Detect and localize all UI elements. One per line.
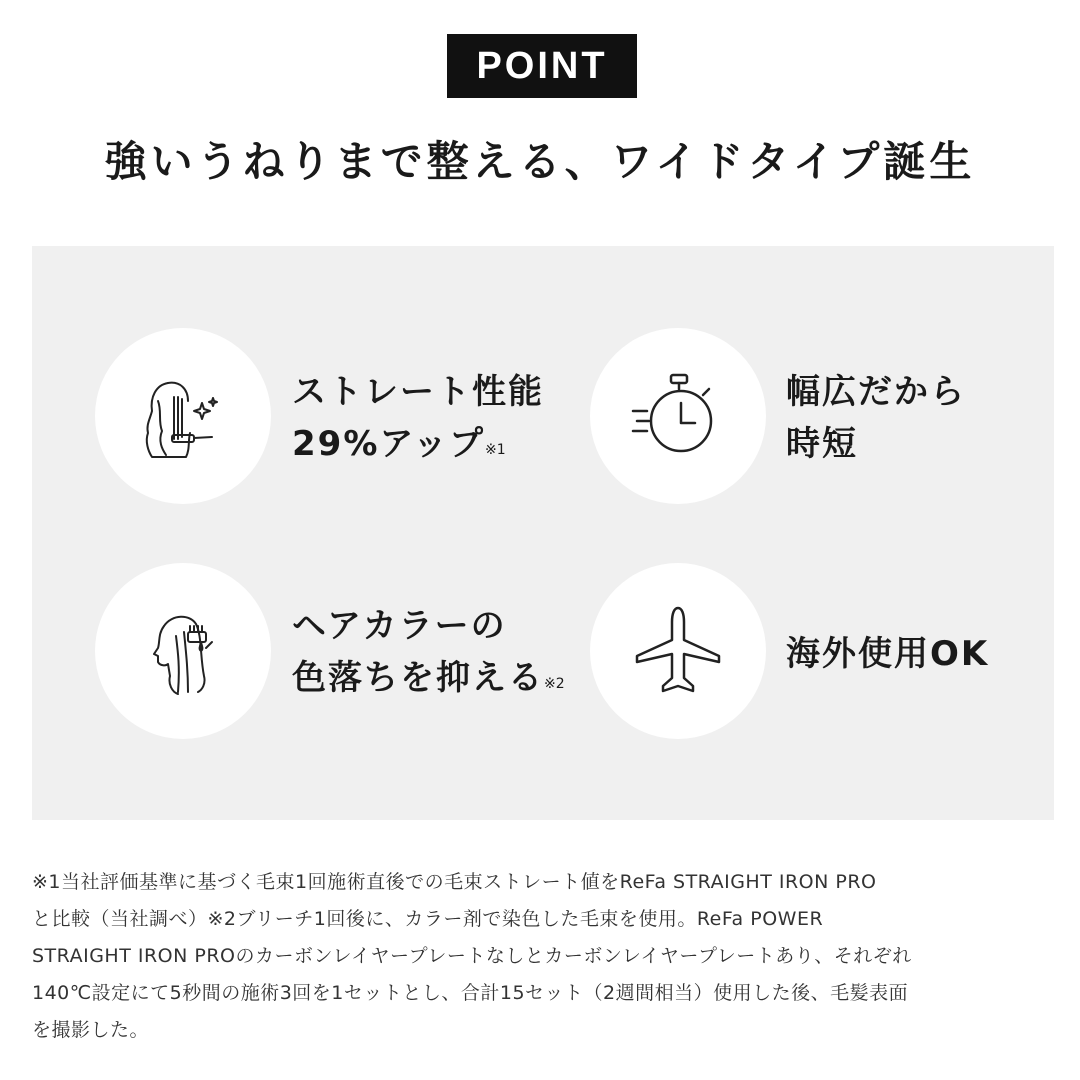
feature-3-note: ※2: [544, 676, 565, 692]
hair-color-icon: [128, 596, 238, 706]
point-badge: POINT: [447, 34, 637, 98]
feature-3-line2: 色落ちを抑える: [292, 658, 544, 698]
feature-icon-circle-4: [590, 563, 766, 739]
feature-icon-circle-3: [95, 563, 271, 739]
footnote-line-1: ※1当社評価基準に基づく毛束1回施術直後での毛束ストレート値をReFa STRAIGHT IRON PRO: [32, 871, 877, 893]
feature-4-line1: 海外使用OK: [786, 634, 990, 674]
feature-1-line2-wrap: [292, 418, 544, 470]
footnote-line-5: を撮影した。: [32, 1019, 150, 1041]
hair-straightening-icon: [128, 361, 238, 471]
feature-1-line1: ストレート性能: [292, 372, 544, 412]
footnote-line-4: 140℃設定にて5秒間の施術3回を1セットとし、合計15セット（2週間相当）使用した後、毛髪表面: [32, 982, 909, 1004]
feature-3-line2-wrap: [292, 652, 565, 704]
stopwatch-icon: [623, 361, 733, 471]
feature-icon-circle-1: [95, 328, 271, 504]
feature-1-note: ※1: [485, 442, 506, 458]
footnotes: [32, 864, 1056, 1049]
feature-1-line2: 29%アップ: [292, 424, 486, 464]
airplane-icon: [623, 596, 733, 706]
feature-2-line1: 幅広だから: [786, 372, 966, 412]
feature-3-line1: ヘアカラーの: [292, 606, 507, 646]
feature-text-4: [786, 628, 989, 680]
feature-icon-circle-2: [590, 328, 766, 504]
feature-text-2: [786, 366, 966, 470]
feature-text-3: [292, 600, 565, 704]
feature-text-1: [292, 366, 544, 470]
feature-2-line2: 時短: [786, 424, 858, 464]
footnote-line-3: STRAIGHT IRON PROのカーボンレイヤープレートなしとカーボンレイヤープレートあり、それぞれ: [32, 945, 912, 967]
footnote-line-2: と比較（当社調べ）※2ブリーチ1回後に、カラー剤で染色した毛束を使用。ReFa POWER: [32, 908, 824, 930]
headline: 強いうねりまで整える、ワイドタイプ誕生: [104, 137, 976, 186]
